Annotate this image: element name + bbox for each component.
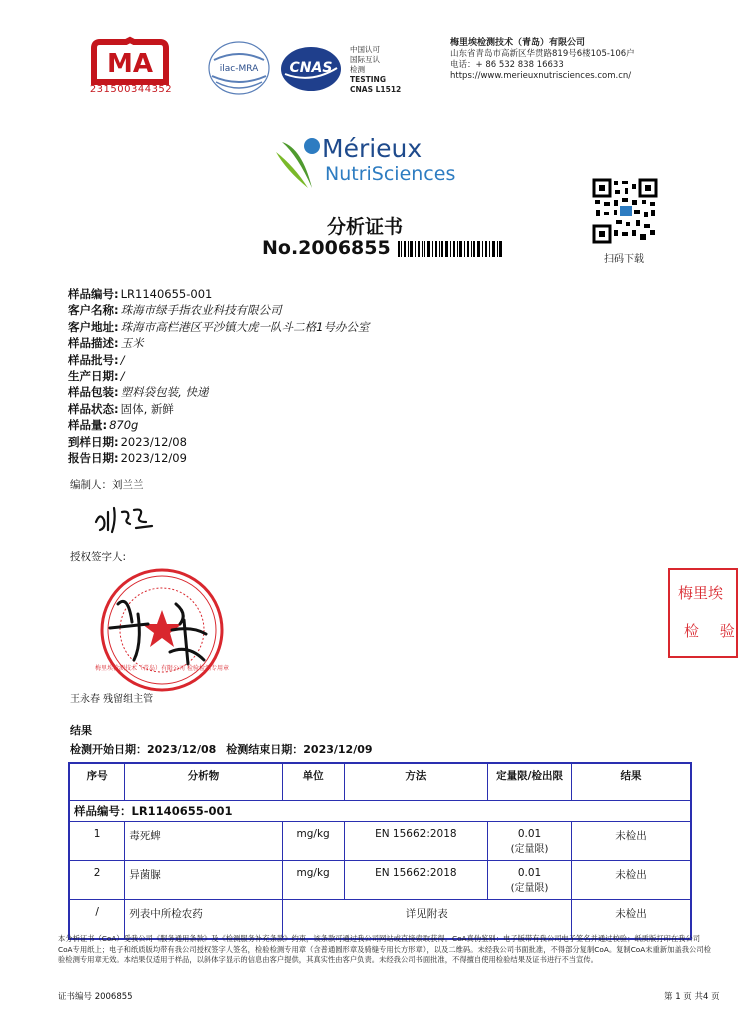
info-value: 2023/12/09 — [120, 451, 187, 466]
company-info: 梅里埃检测技术（青岛）有限公司 山东省青岛市高新区华贯路819号6楼105-106户 电话：+ 86 532 838 16633 https://www.merieuxnutrisciences.com.cn/ — [450, 38, 635, 81]
results-table — [68, 762, 692, 940]
info-row — [68, 286, 369, 302]
disclaimer: 本分析证书（CoA）受我公司《服务通用条款》及《检测服务补充条款》约束，该条款可通过我公司网站或直接索取获得。CoA真伪鉴别：电子版带有我公司电子签名并通过校验；纸质版打印在我公司CoA专用纸上；电子和纸质版均带有我公司授权签字人签名，检验检测专用章（含普通圆形章及骑缝专用长方形章），以及二维码。未经我公司书面批准，不得部分复制CoA。复制CoA未重新加盖我公司检验检测专用章无效。本结果仅适用于样品，以斜体字显示的信息由客户提供，其真实性由客户负责。未经我公司书面批准，不得擅自使用检验结果及证书进行不当宣传。 — [58, 934, 711, 964]
cma-number: 231500344352 — [89, 84, 173, 95]
info-row — [68, 335, 369, 351]
svg-text:Mérieux: Mérieux — [322, 134, 423, 163]
info-row — [68, 384, 369, 400]
inspection-stamp — [88, 564, 236, 694]
info-label: 客户地址: — [68, 319, 119, 334]
table-row: / 列表中所检农药 详见附表 未检出 — [69, 900, 691, 940]
svg-text:梅里埃检测技术（青岛）有限公司 检验检测专用章: 梅里埃检测技术（青岛）有限公司 检验检测专用章 — [95, 665, 229, 672]
side-stamp: 梅里埃 检 验 — [668, 568, 738, 658]
info-value: 珠海市高栏港区平沙镇大虎一队斗二格1号办公室 — [120, 319, 370, 334]
info-row — [68, 352, 369, 368]
compiler-signature — [90, 500, 160, 536]
info-row — [68, 302, 369, 318]
info-value: 珠海市绿手指农业科技有限公司 — [120, 303, 282, 318]
info-row — [68, 417, 369, 433]
info-value: / — [120, 369, 125, 384]
cnas-logo — [279, 44, 343, 94]
info-label: 到样日期: — [68, 434, 119, 449]
col-header: 分析物 — [125, 763, 282, 801]
col-header: 定量限/检出限 — [488, 763, 572, 801]
info-value: 塑料袋包装, 快递 — [120, 385, 209, 400]
cnas-text: 中国认可 国际互认 检测 TESTING CNAS L1512 — [350, 45, 402, 94]
col-header: 序号 — [69, 763, 125, 801]
sample-info — [68, 286, 369, 466]
col-header: 结果 — [571, 763, 691, 801]
info-label: 样品描述: — [68, 336, 119, 351]
sample-row: 样品编号：LR1140655-001 — [69, 801, 691, 822]
authorized-signatory-label: 授权签字人: — [70, 551, 127, 563]
info-row — [68, 450, 369, 466]
compiler-label: 编制人：刘兰兰 — [70, 479, 144, 491]
svg-text:NutriSciences: NutriSciences — [325, 163, 456, 185]
footer-certificate-number: 证书编号 2006855 — [58, 992, 133, 1002]
table-row: 1 毒死蜱 mg/kg EN 15662:2018 0.01 (定量限) 未检出 — [69, 822, 691, 861]
info-row — [68, 401, 369, 417]
report-number: No.2006855 — [262, 237, 391, 259]
info-label: 样品批号: — [68, 352, 119, 367]
info-value: / — [120, 352, 125, 367]
info-label: 样品状态: — [68, 401, 119, 416]
info-value: LR1140655-001 — [120, 287, 213, 301]
info-label: 样品包装: — [68, 385, 119, 400]
svg-text:ilac-MRA: ilac-MRA — [219, 64, 259, 74]
info-value: 870g — [109, 418, 139, 433]
qr-label: 扫码下载 — [604, 254, 644, 265]
info-label: 报告日期: — [68, 451, 119, 466]
info-label: 样品编号: — [68, 287, 119, 301]
svg-text:MA: MA — [107, 49, 153, 79]
info-row — [68, 319, 369, 335]
col-header: 方法 — [344, 763, 488, 801]
test-dates — [70, 741, 383, 757]
info-label: 样品量: — [68, 418, 108, 433]
test-end-date: 检测结束日期：2023/12/09 — [226, 743, 373, 756]
svg-text:CNAS: CNAS — [289, 60, 333, 76]
document-title: 分析证书 — [326, 216, 403, 238]
results-title: 结果 — [70, 724, 92, 737]
table-header-row — [69, 763, 691, 801]
col-header: 单位 — [282, 763, 344, 801]
merieux-logo — [272, 130, 462, 190]
signer-name: 王永春 残留组主管 — [70, 694, 154, 705]
info-row — [68, 434, 369, 450]
barcode — [398, 241, 502, 257]
info-label: 生产日期: — [68, 369, 119, 384]
ilac-mra-logo — [206, 40, 272, 96]
test-start-date: 检测开始日期：2023/12/08 — [70, 743, 217, 756]
table-row: 2 异菌脲 mg/kg EN 15662:2018 0.01 (定量限) 未检出 — [69, 861, 691, 900]
info-value: 固体, 新鲜 — [120, 401, 174, 416]
info-row — [68, 368, 369, 384]
info-value: 玉米 — [120, 336, 144, 351]
info-value: 2023/12/08 — [120, 434, 187, 449]
info-label: 客户名称: — [68, 303, 119, 318]
footer-page-number: 第 1 页 共4 页 — [664, 992, 720, 1002]
